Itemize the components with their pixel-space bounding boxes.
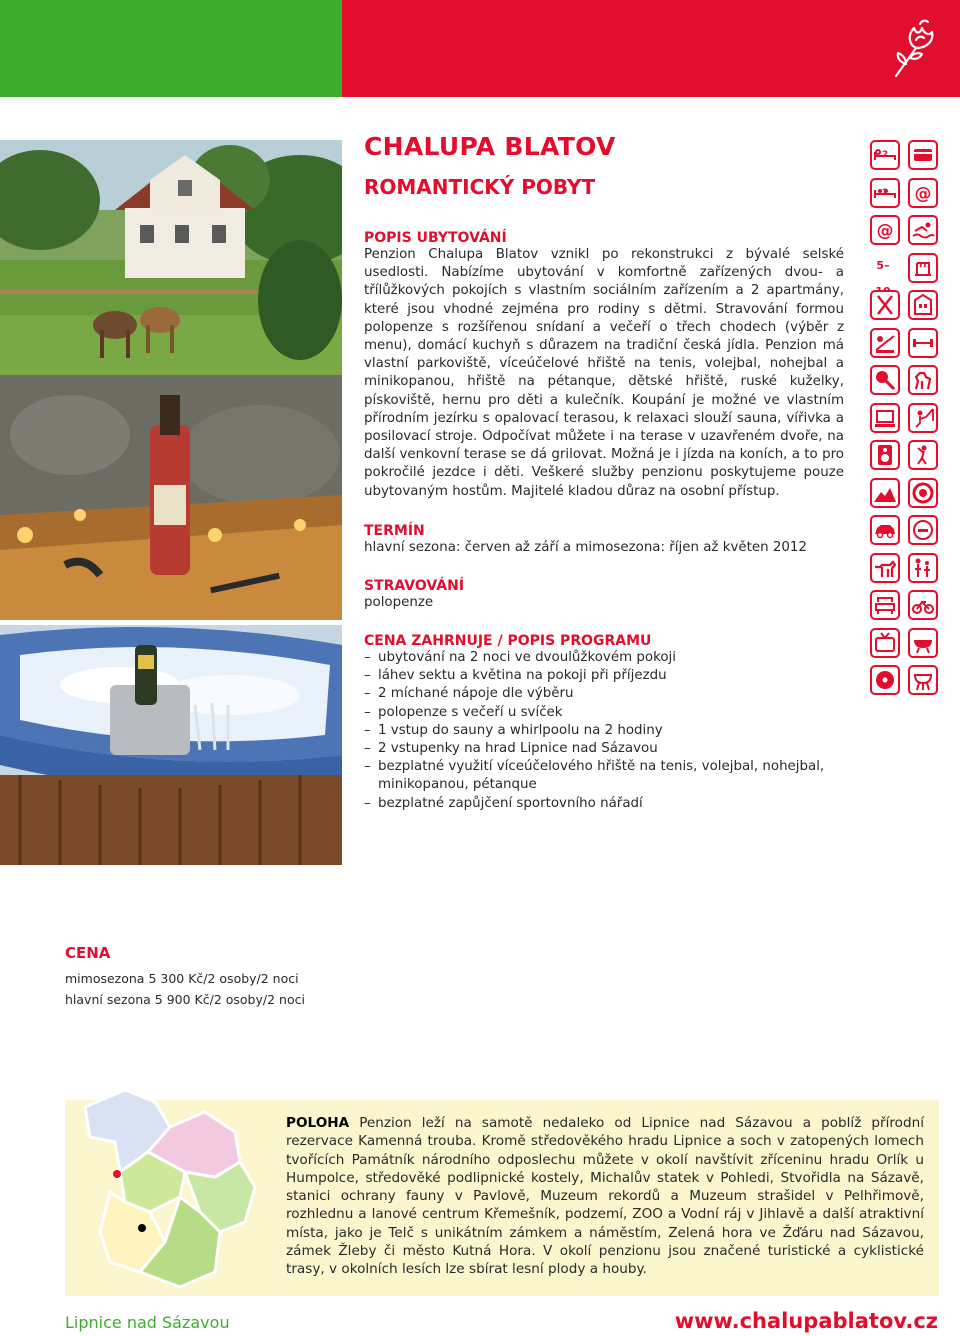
catering-text: polopenze — [364, 595, 434, 610]
list-item: – polopenze s večeří u svíček — [364, 704, 844, 722]
wine-photo — [0, 375, 342, 620]
golf-icon — [908, 440, 938, 470]
list-item: – bezplatné využití víceúčelového hřiště na tenis, volejbal, nohejbal, minikopanou, pétanque — [364, 758, 844, 794]
description-section — [364, 230, 844, 501]
tennis-icon — [870, 365, 900, 395]
family-icon — [908, 553, 938, 583]
car-icon — [870, 515, 900, 545]
location-body: Penzion leží na samotě nedaleko od Lipnice nad Sázavou a poblíž přírodní rezervace Kamenná trouba. Kromě středověkého hradu Lipnice a soch v zatopených lomech tvořících Památník národního odposlechu můžete v okolí navštívit zříceninu hradu Orlík u Humpolce, středověké podlipnické kostely, Michalův statek v Pohledi, Stvořidla na Sázavě, stanici ochrany fauny v Pavlově, Muzeum rekordů a Muzeum strašidel v Pelhřimově, rozhlednu a lanové centrum Křemešník, podzemí, ZOO a Vodní ráj v Jihlavě a další atraktivní místa, jako je Telč s unikátním zámkem a náměstím, Zelená hora ve Žďáru nad Sázavou, zámek Žleby či město Kutná Hora. V okolí penzionu jsou značené turistické a cyklistické trasy, v okolních lesích lze sbírat lesní plody a houby. — [286, 1115, 924, 1278]
catering-heading: STRAVOVÁNÍ — [364, 578, 465, 594]
barbecue-icon — [908, 665, 938, 695]
grill-icon — [908, 628, 938, 658]
icon-label: 5– — [876, 258, 890, 272]
term-section — [364, 523, 844, 557]
at-sign-icon — [870, 215, 900, 245]
ski-icon — [908, 478, 938, 508]
top-banner-red — [342, 0, 960, 97]
description-heading: POPIS UBYTOVÁNÍ — [364, 230, 507, 246]
at-sign-icon — [908, 178, 938, 208]
list-item: – bezplatné zapůjčení sportovního nářadí — [364, 795, 844, 813]
term-text: hlavní sezona: červen až září a mimosezona: říjen až květen 2012 — [364, 540, 807, 555]
list-item: – ubytování na 2 noci ve dvoulůžkovém pokoji — [364, 649, 844, 667]
computer-icon — [870, 403, 900, 433]
cutlery-icon — [870, 290, 900, 320]
music-icon — [870, 440, 900, 470]
catering-section — [364, 578, 844, 612]
top-banner-green — [0, 0, 342, 97]
armchair-icon — [870, 590, 900, 620]
location-text — [286, 1114, 924, 1279]
mountain-icon — [870, 478, 900, 508]
price-heading: CENA — [65, 944, 111, 962]
page-subtitle: ROMANTICKÝ POBYT — [364, 175, 596, 199]
credit-card-icon — [908, 140, 938, 170]
sauna-icon — [908, 253, 938, 283]
term-heading: TERMÍN — [364, 523, 425, 539]
fishing-icon — [908, 403, 938, 433]
list-item: – 2 míchané nápoje dle výběru — [364, 685, 844, 703]
website-link[interactable]: www.chalupablatov.cz — [674, 1309, 938, 1333]
price-section — [65, 944, 465, 1010]
tv-icon — [870, 628, 900, 658]
fitness-icon — [908, 328, 938, 358]
cd-icon — [870, 665, 900, 695]
double-bed-icon — [870, 178, 900, 208]
icon-label: 2 — [881, 150, 889, 160]
whirlpool-photo — [0, 625, 342, 865]
horse-icon — [908, 365, 938, 395]
group-size-icon — [870, 253, 900, 283]
footer-location: Lipnice nad Sázavou — [65, 1313, 230, 1332]
rose-logo-icon — [890, 18, 942, 78]
description-text: Penzion Chalupa Blatov vznikl po rekonstrukci z bývalé selské usedlosti. Nabízíme ubytování v komfortně zařízených dvou- a třílůžkových pokojích s vlastním sociálním zařízením a 2 apartmány, které jsou vhodné zejména pro rodiny s dětmi. Stravování formou polopenze s rozšířenou snídaní a večeří o třech chodech (výběr z menu), domácí kuchyň s důrazem na tradiční česká jídla. Penzion má vlastní parkoviště, víceúčelové hřiště na tenis, volejbal, nohejbal a minikopanou, hřiště na pétanque, dětské hřiště, ruské kuželky, pískoviště, hernu pro děti a kulečník. Koupání je možné ve vlastním přírodním jezírku s opalovací terasou, k relaxaci slouží sauna, vířivka a posilovací stroje. Odpočívat můžete i na terase v uzavřeném dvoře, na další venkovní terase se dá grilovat. Možná je i jízda na koních, a to pro pokročilé jezdce i děti. Veškeré služby penzionu poskytujeme pouze ubytovaným hostům. Majitelé kladou důraz na osobní přístup. — [364, 247, 844, 499]
program-list — [364, 649, 844, 813]
icon-label: 2 — [881, 187, 889, 198]
region-map — [30, 1082, 270, 1312]
price-offseason: mimosezona 5 300 Kč/2 osoby/2 noci — [65, 971, 299, 986]
bicycle-icon — [908, 590, 938, 620]
no-smoking-icon — [908, 515, 938, 545]
top-banner — [0, 0, 960, 97]
svg-text:@: @ — [914, 183, 932, 204]
price-mainseason: hlavní sezona 5 900 Kč/2 osoby/2 noci — [65, 992, 305, 1007]
header-block — [364, 132, 844, 199]
list-item: – 2 vstupenky na hrad Lipnice nad Sázavou — [364, 740, 844, 758]
building-icon — [908, 290, 938, 320]
svg-text:@: @ — [876, 221, 894, 241]
list-item: – 1 vstup do sauny a whirlpoolu na 2 hodiny — [364, 722, 844, 740]
billiard-icon — [870, 328, 900, 358]
location-lead: POLOHA — [286, 1115, 350, 1131]
list-item: – láhev sektu a květina na pokoji při příjezdu — [364, 667, 844, 685]
page-title: CHALUPA BLATOV — [364, 132, 616, 161]
program-section — [364, 633, 844, 813]
bed-icon — [870, 140, 900, 170]
swimming-icon — [908, 215, 938, 245]
program-heading: CENA ZAHRNUJE / POPIS PROGRAMU — [364, 633, 652, 649]
dog-icon — [870, 553, 900, 583]
house-photo — [0, 140, 342, 375]
